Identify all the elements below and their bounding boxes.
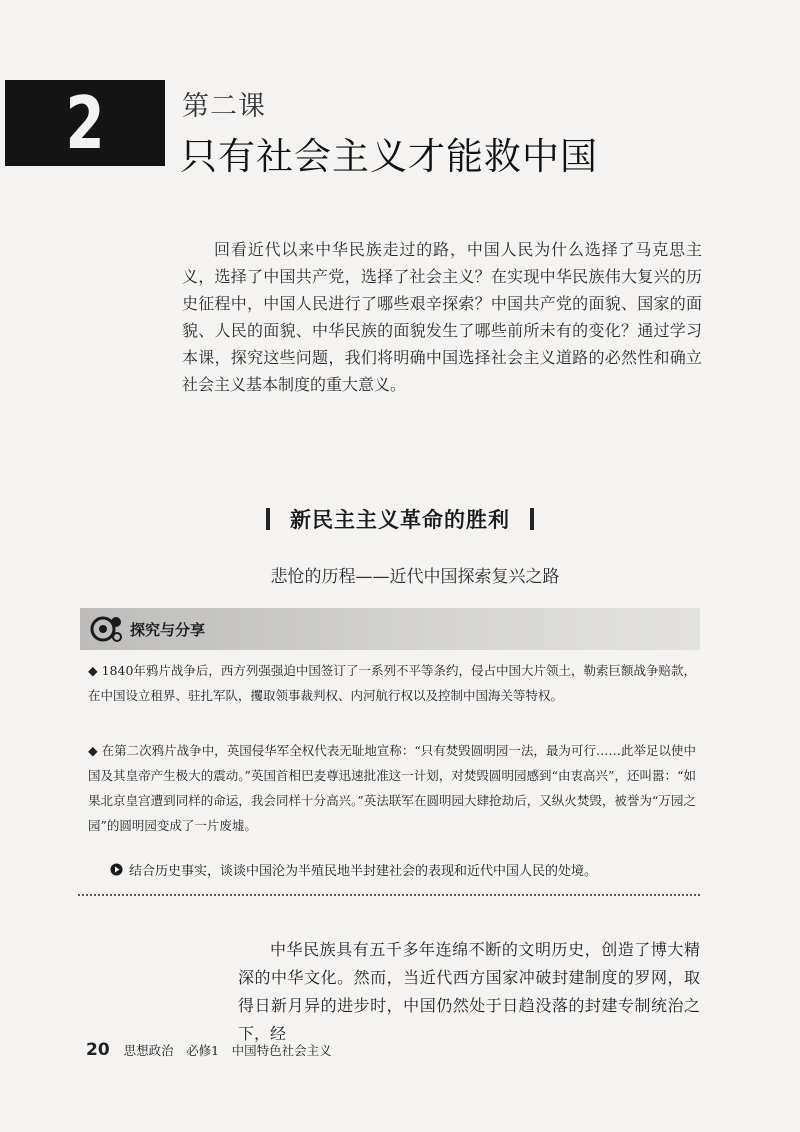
heading-bar-right [530,508,534,530]
discussion-question [110,860,710,879]
lesson-number-block [5,80,165,166]
explore-share-icon [90,612,124,646]
page-number: 20 [86,1040,110,1060]
explore-share-label: 探究与分享 [130,620,206,639]
dotted-divider [78,894,700,896]
body-paragraph: 中华民族具有五千多年连绵不断的文明历史，创造了博大精深的中华文化。然而，当近代西方国家冲破封建制度的罗网，取得日新月异的进步时，中国仍然处于日趋没落的封建专制统治之下，经 [238,940,700,1043]
book-title: 思想政治 必修1 中国特色社会主义 [123,1043,332,1058]
explore-share-banner [80,608,700,650]
section-title: 新民主主义革命的胜利 [290,508,510,532]
lesson-title: 只有社会主义才能救中国 [180,135,598,178]
page-footer [86,1040,332,1060]
lesson-subtitle: 第二课 [182,91,266,122]
intro-paragraph: 回看近代以来中华民族走过的路，中国人民为什么选择了马克思主义，选择了中国共产党，选择了社会主义？在实现中华民族伟大复兴的历史征程中，中国人民进行了哪些艰辛探索？中国共产党的面貌、国家的面貌、人民的面貌、中华民族的面貌发生了哪些前所未有的变化？通过学习本课，探究这些问题，我们将明确中国选择社会主义道路的必然性和确立社会主义基本制度的重大意义。 [182,240,702,394]
heading-bar-left [266,508,270,530]
discussion-question-text: 结合历史事实，谈谈中国沦为半殖民地半封建社会的表现和近代中国人民的处境。 [129,864,598,879]
section-heading [0,504,800,534]
lesson-number: 2 [65,81,105,165]
subsection-title: 悲怆的历程——近代中国探索复兴之路 [270,567,560,587]
explore-paragraph-1: ◆ 1840年鸦片战争后，西方列强强迫中国签订了一系列不平等条约，侵占中国大片领土，勒索巨额战争赔款，在中国设立租界、驻扎军队，攫取领事裁判权、内河航行权以及控制中国海关等特权。 [88,663,696,703]
explore-paragraph-2: ◆ 在第二次鸦片战争中，英国侵华军全权代表无耻地宣称：“只有焚毁圆明园一法，最为可行……此举足以使中国及其皇帝产生极大的震动。”英国首相巴麦尊迅速批准这一计划，对焚毁圆明园感到“由衷高兴”，还叫嚣：“如果北京皇宫遭到同样的命运，我会同样十分高兴。”英法联军在圆明园大肆抢劫后，又纵火焚毁，被誉为“万园之园”的圆明园变成了一片废墟。 [88,743,696,833]
play-circle-icon [110,863,123,876]
